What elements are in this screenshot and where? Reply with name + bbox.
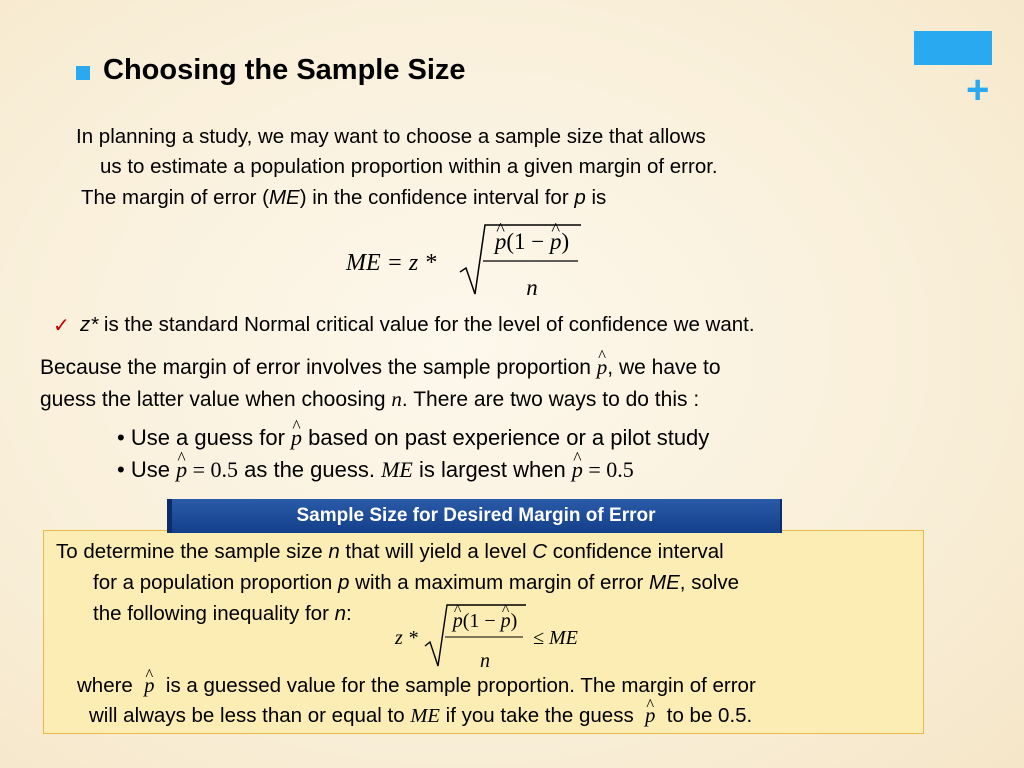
- inequality-lhs: z *: [395, 627, 418, 649]
- box-line-3: the following inequality for n:: [93, 602, 352, 625]
- box-line-5: will always be less than or equal to ME if you take the guess ^ p to be 0.5.: [89, 706, 752, 727]
- intro-line-2: us to estimate a population proportion within a given margin of error.: [100, 155, 718, 178]
- box-line-4: where ^ p is a guessed value for the sample proportion. The margin of error: [77, 676, 756, 697]
- box-line-1: To determine the sample size n that will yield a level C confidence interval: [56, 540, 724, 563]
- square-bullet-icon: [76, 66, 90, 80]
- plus-icon: +: [966, 68, 990, 112]
- sample-size-banner: Sample Size for Desired Margin of Error: [167, 499, 782, 533]
- checkmark-icon: ✓: [53, 315, 70, 337]
- intro-line-1: In planning a study, we may want to choose a sample size that allows: [76, 125, 706, 148]
- bullet-guess-pilot: • Use a guess for ^ p based on past experience or a pilot study: [117, 427, 709, 449]
- intro-line-3: The margin of error (ME) in the confidence interval for p is: [81, 186, 607, 209]
- bullet-guess-half: • Use ^ p = 0.5 as the guess. ME is largest when ^ p = 0.5: [117, 459, 634, 481]
- because-line-2: guess the latter value when choosing n. There are two ways to do this :: [40, 387, 700, 411]
- me-formula-numerator: ^ p(1 − ^ p): [486, 229, 578, 255]
- slide-title: Choosing the Sample Size: [103, 54, 466, 86]
- inequality-rhs: ≤ ME: [533, 627, 578, 649]
- box-line-2: for a population proportion p with a maximum margin of error ME, solve: [93, 571, 740, 594]
- because-line-1: Because the margin of error involves the sample proportion ^ p, we have to: [40, 357, 721, 378]
- corner-decoration-bar: [914, 31, 992, 65]
- me-formula-denominator: n: [526, 275, 538, 300]
- inequality-denominator: n: [480, 650, 490, 672]
- zstar-note: z* is the standard Normal critical value for the level of confidence we want.: [80, 313, 755, 336]
- inequality-numerator: ^ p(1 − ^ p): [445, 610, 525, 633]
- me-formula-lhs: ME = z *: [346, 250, 437, 276]
